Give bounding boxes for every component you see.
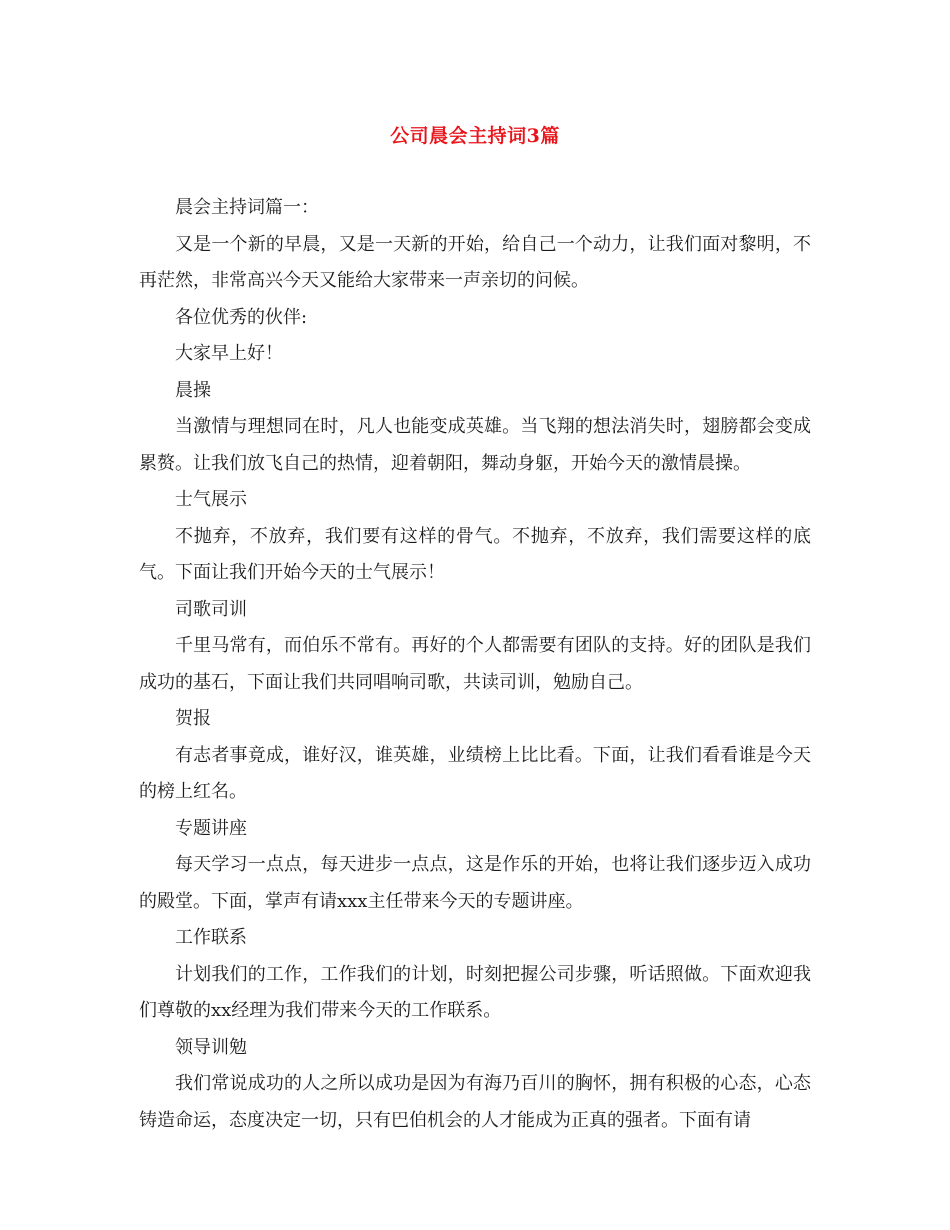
paragraph: 不抛弃，不放弃，我们要有这样的骨气。不抛弃，不放弃，我们需要这样的底气。下面让我们开始今天的士气展示！ — [139, 525, 811, 583]
paragraph: 大家早上好！ — [175, 343, 283, 364]
section-heading: 司歌司训 — [175, 598, 247, 620]
section-heading: 领导训勉 — [175, 1036, 247, 1058]
section-heading: 专题讲座 — [175, 817, 247, 839]
paragraph: 有志者事竟成，谁好汉，谁英雄，业绩榜上比比看。下面，让我们看看谁是今天的榜上红名。 — [139, 744, 811, 802]
paragraph: 每天学习一点点，每天进步一点点，这是作乐的开始，也将让我们逐步迈入成功的殿堂。下面，掌声有请xxx主任带来今天的专题讲座。 — [139, 854, 811, 912]
paragraph: 千里马常有，而伯乐不常有。再好的个人都需要有团队的支持。好的团队是我们成功的基石，下面让我们共同唱响司歌，共读司训，勉励自己。 — [139, 635, 811, 693]
paragraph: 计划我们的工作，工作我们的计划，时刻把握公司步骤，听话照做。下面欢迎我们尊敬的xx经理为我们带来今天的工作联系。 — [139, 963, 811, 1021]
section-heading: 士气展示 — [175, 489, 247, 510]
section-heading: 晨会主持词篇一： — [175, 197, 319, 218]
section-heading: 晨操 — [175, 379, 211, 401]
section-heading: 工作联系 — [175, 927, 247, 948]
section-heading: 贺报 — [175, 708, 211, 729]
paragraph: 各位优秀的伙伴: — [175, 306, 308, 328]
paragraph: 又是一个新的早晨，又是一天新的开始，给自己一个动力，让我们面对黎明，不再茫然，非常高兴今天又能给大家带来一声亲切的问候。 — [139, 233, 811, 291]
document-body — [139, 190, 811, 1139]
document-title: 公司晨会主持词3篇 — [390, 125, 560, 147]
paragraph: 我们常说成功的人之所以成功是因为有海乃百川的胸怀，拥有积极的心态，心态铸造命运，态度决定一切，只有巴伯机会的人才能成为正真的强者。下面有请 — [139, 1073, 811, 1131]
paragraph: 当激情与理想同在时，凡人也能变成英雄。当飞翔的想法消失时，翅膀都会变成累赘。让我们放飞自己的热情，迎着朝阳，舞动身躯，开始今天的激情晨操。 — [139, 416, 811, 474]
